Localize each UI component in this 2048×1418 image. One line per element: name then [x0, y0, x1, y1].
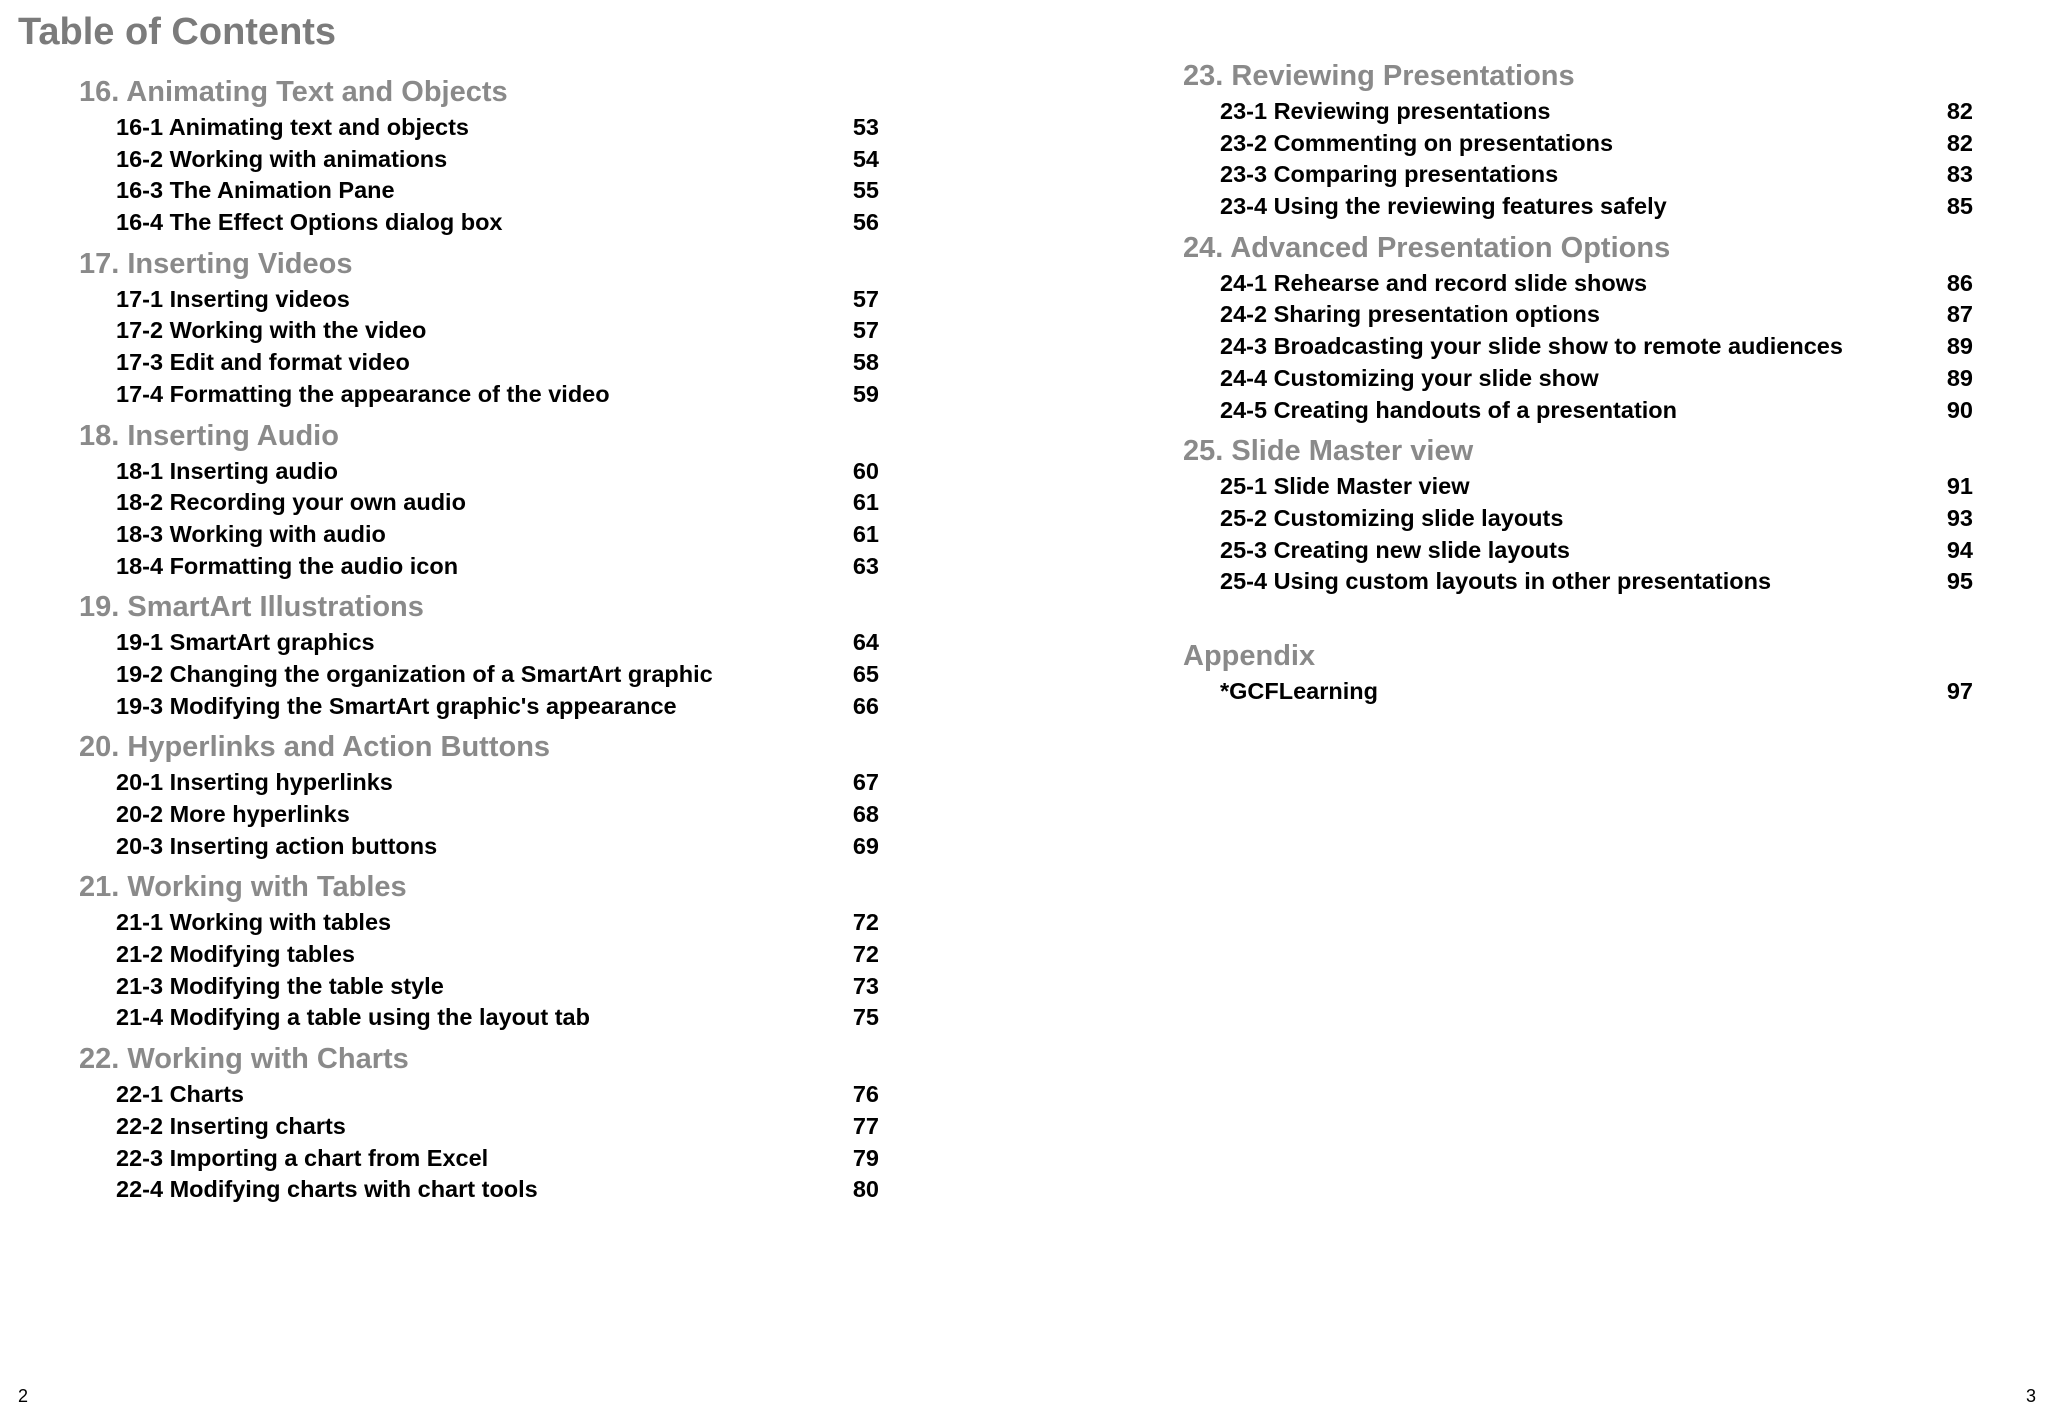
toc-entry[interactable]	[1183, 331, 1973, 363]
toc-entry[interactable]	[79, 627, 879, 659]
appendix-gap	[1183, 598, 1973, 636]
entry-page-number: 57	[852, 285, 879, 312]
toc-entry[interactable]	[79, 315, 879, 347]
section-heading: 20. Hyperlinks and Action Buttons	[79, 731, 551, 764]
entry-page-number: 56	[852, 209, 879, 236]
toc-entry[interactable]	[79, 1143, 879, 1175]
toc-section	[79, 72, 879, 239]
entry-page-number: 97	[1946, 677, 1973, 704]
entry-title: 21-4 Modifying a table using the layout tab	[116, 1004, 590, 1031]
toc-entry[interactable]	[79, 1174, 879, 1206]
entry-page-number: 59	[852, 380, 879, 407]
toc-entry[interactable]	[79, 659, 879, 691]
toc-section	[1183, 431, 1973, 598]
section-heading: 17. Inserting Videos	[79, 247, 353, 280]
toc-entry[interactable]	[79, 144, 879, 176]
toc-entry[interactable]	[1183, 676, 1973, 708]
entry-title: 24-1 Rehearse and record slide shows	[1220, 269, 1648, 296]
entry-page-number: 89	[1946, 364, 1973, 391]
toc-entry[interactable]	[1183, 268, 1973, 300]
entry-page-number: 72	[852, 941, 879, 968]
entry-title: 23-4 Using the reviewing features safely	[1220, 193, 1667, 220]
toc-section	[1183, 228, 1973, 426]
entry-page-number: 64	[852, 629, 879, 656]
entry-title: 19-2 Changing the organization of a SmartArt graphic	[116, 660, 713, 687]
entry-page-number: 90	[1946, 396, 1973, 423]
entry-title: 23-3 Comparing presentations	[1220, 161, 1559, 188]
entry-title: 20-3 Inserting action buttons	[116, 832, 438, 859]
entry-title: 16-4 The Effect Options dialog box	[116, 209, 503, 236]
entry-title: 16-3 The Animation Pane	[116, 177, 395, 204]
page-title: Table of Contents	[18, 11, 337, 53]
section-heading: 19. SmartArt Illustrations	[79, 591, 424, 624]
toc-entry[interactable]	[79, 519, 879, 551]
entry-page-number: 69	[852, 832, 879, 859]
entry-page-number: 55	[852, 177, 879, 204]
entry-page-number: 75	[852, 1004, 879, 1031]
entry-title: 25-3 Creating new slide layouts	[1220, 536, 1570, 563]
page-number-right: 3	[2025, 1386, 2036, 1406]
page-number-left: 2	[18, 1386, 29, 1406]
toc-entry[interactable]	[79, 284, 879, 316]
entry-page-number: 60	[852, 457, 879, 484]
entry-page-number: 79	[852, 1144, 879, 1171]
entry-page-number: 72	[852, 909, 879, 936]
toc-entry[interactable]	[1183, 395, 1973, 427]
entry-title: 25-2 Customizing slide layouts	[1220, 504, 1564, 531]
entry-page-number: 61	[852, 520, 879, 547]
section-heading: 21. Working with Tables	[79, 871, 407, 904]
entry-title: 23-2 Commenting on presentations	[1220, 129, 1614, 156]
toc-entry[interactable]	[79, 939, 879, 971]
entry-title: 22-2 Inserting charts	[116, 1112, 346, 1139]
toc-section	[79, 416, 879, 583]
entry-page-number: 58	[852, 349, 879, 376]
entry-title: 19-1 SmartArt graphics	[116, 629, 375, 656]
entry-page-number: 57	[852, 317, 879, 344]
entry-page-number: 73	[852, 972, 879, 999]
entry-title: 18-1 Inserting audio	[116, 457, 338, 484]
toc-entry[interactable]	[79, 379, 879, 411]
section-heading: 16. Animating Text and Objects	[79, 76, 508, 108]
toc-section	[79, 727, 879, 862]
entry-title: 20-2 More hyperlinks	[116, 801, 350, 827]
entry-title: 25-1 Slide Master view	[1220, 473, 1470, 500]
section-heading: 23. Reviewing Presentations	[1183, 60, 1575, 92]
toc-entry[interactable]	[79, 112, 879, 144]
entry-title: 22-1 Charts	[116, 1081, 244, 1108]
entry-page-number: 67	[852, 769, 879, 796]
entry-title: 17-3 Edit and format video	[116, 349, 410, 376]
entry-title: 24-5 Creating handouts of a presentation	[1220, 396, 1678, 423]
entry-page-number: 83	[1946, 161, 1973, 188]
entry-page-number: 94	[1946, 536, 1973, 563]
toc-entry[interactable]	[1183, 535, 1973, 567]
entry-page-number: 82	[1946, 98, 1973, 124]
toc-section	[79, 867, 879, 1034]
toc-entry[interactable]	[79, 551, 879, 583]
entry-title: 17-2 Working with the video	[116, 317, 427, 344]
toc-section	[1183, 56, 1973, 223]
toc-entry[interactable]	[1183, 96, 1973, 128]
entry-title: 18-4 Formatting the audio icon	[116, 552, 459, 579]
toc-entry[interactable]	[79, 799, 879, 831]
toc-entry[interactable]	[79, 175, 879, 207]
section-heading: 18. Inserting Audio	[79, 419, 339, 452]
toc-section	[79, 1039, 879, 1206]
entry-title: 24-2 Sharing presentation options	[1220, 301, 1600, 328]
entry-page-number: 91	[1946, 473, 1973, 500]
toc-entry[interactable]	[1183, 128, 1973, 160]
section-heading: Appendix	[1183, 639, 1316, 672]
section-heading: 24. Advanced Presentation Options	[1183, 231, 1671, 264]
toc-entry[interactable]	[79, 831, 879, 863]
entry-page-number: 95	[1946, 568, 1973, 595]
entry-page-number: 87	[1946, 301, 1973, 328]
toc-entry[interactable]	[79, 456, 879, 488]
toc-entry[interactable]	[1183, 503, 1973, 535]
toc-entry[interactable]	[79, 1111, 879, 1143]
entry-page-number: 86	[1946, 269, 1973, 296]
entry-title: 24-4 Customizing your slide show	[1220, 364, 1599, 391]
entry-title: 24-3 Broadcasting your slide show to remote audiences	[1220, 333, 1843, 360]
toc-entry[interactable]	[1183, 363, 1973, 395]
entry-page-number: 63	[852, 552, 879, 579]
entry-page-number: 65	[852, 660, 879, 687]
toc-entry[interactable]	[79, 487, 879, 519]
toc-right-column	[1183, 56, 1973, 708]
entry-title: 20-1 Inserting hyperlinks	[116, 769, 393, 796]
toc-entry[interactable]	[1183, 471, 1973, 503]
toc-section	[1183, 636, 1973, 708]
entry-title: 18-2 Recording your own audio	[116, 489, 466, 516]
entry-title: *GCFLearning	[1220, 677, 1378, 704]
entry-page-number: 53	[852, 114, 879, 140]
entry-title: 16-1 Animating text and objects	[116, 114, 470, 140]
entry-title: 18-3 Working with audio	[116, 520, 386, 547]
toc-entry[interactable]	[1183, 566, 1973, 598]
toc-entry[interactable]	[79, 971, 879, 1003]
toc-entry[interactable]	[79, 691, 879, 723]
entry-page-number: 80	[852, 1176, 879, 1203]
entry-page-number: 68	[852, 801, 879, 827]
entry-title: 16-2 Working with animations	[116, 145, 448, 172]
toc-section	[79, 587, 879, 722]
toc-entry[interactable]	[79, 207, 879, 239]
entry-page-number: 82	[1946, 129, 1973, 156]
entry-title: 17-4 Formatting the appearance of the video	[116, 380, 610, 407]
entry-page-number: 85	[1946, 193, 1973, 220]
entry-title: 25-4 Using custom layouts in other presentations	[1220, 568, 1772, 595]
entry-page-number: 76	[852, 1081, 879, 1108]
entry-title: 22-4 Modifying charts with chart tools	[116, 1176, 538, 1203]
entry-page-number: 89	[1946, 333, 1973, 360]
toc-entry[interactable]	[79, 907, 879, 939]
entry-page-number: 93	[1946, 504, 1973, 531]
entry-title: 23-1 Reviewing presentations	[1220, 98, 1551, 124]
entry-title: 21-2 Modifying tables	[116, 941, 355, 968]
entry-title: 19-3 Modifying the SmartArt graphic's appearance	[116, 692, 677, 719]
entry-title: 21-1 Working with tables	[116, 909, 392, 936]
entry-title: 22-3 Importing a chart from Excel	[116, 1144, 489, 1171]
toc-left-column	[79, 72, 879, 1206]
entry-page-number: 66	[852, 692, 879, 719]
entry-page-number: 54	[852, 145, 879, 172]
entry-page-number: 77	[852, 1112, 879, 1139]
toc-entry[interactable]	[79, 347, 879, 379]
toc-section	[79, 244, 879, 411]
entry-title: 17-1 Inserting videos	[116, 285, 350, 312]
entry-title: 21-3 Modifying the table style	[116, 972, 444, 999]
entry-page-number: 61	[852, 489, 879, 516]
toc-entry[interactable]	[79, 1079, 879, 1111]
toc-entry[interactable]	[1183, 159, 1973, 191]
toc-entry[interactable]	[79, 1002, 879, 1034]
section-heading: 22. Working with Charts	[79, 1043, 409, 1076]
toc-entry[interactable]	[1183, 191, 1973, 223]
toc-entry[interactable]	[1183, 299, 1973, 331]
toc-entry[interactable]	[79, 767, 879, 799]
section-heading: 25. Slide Master view	[1183, 435, 1474, 468]
